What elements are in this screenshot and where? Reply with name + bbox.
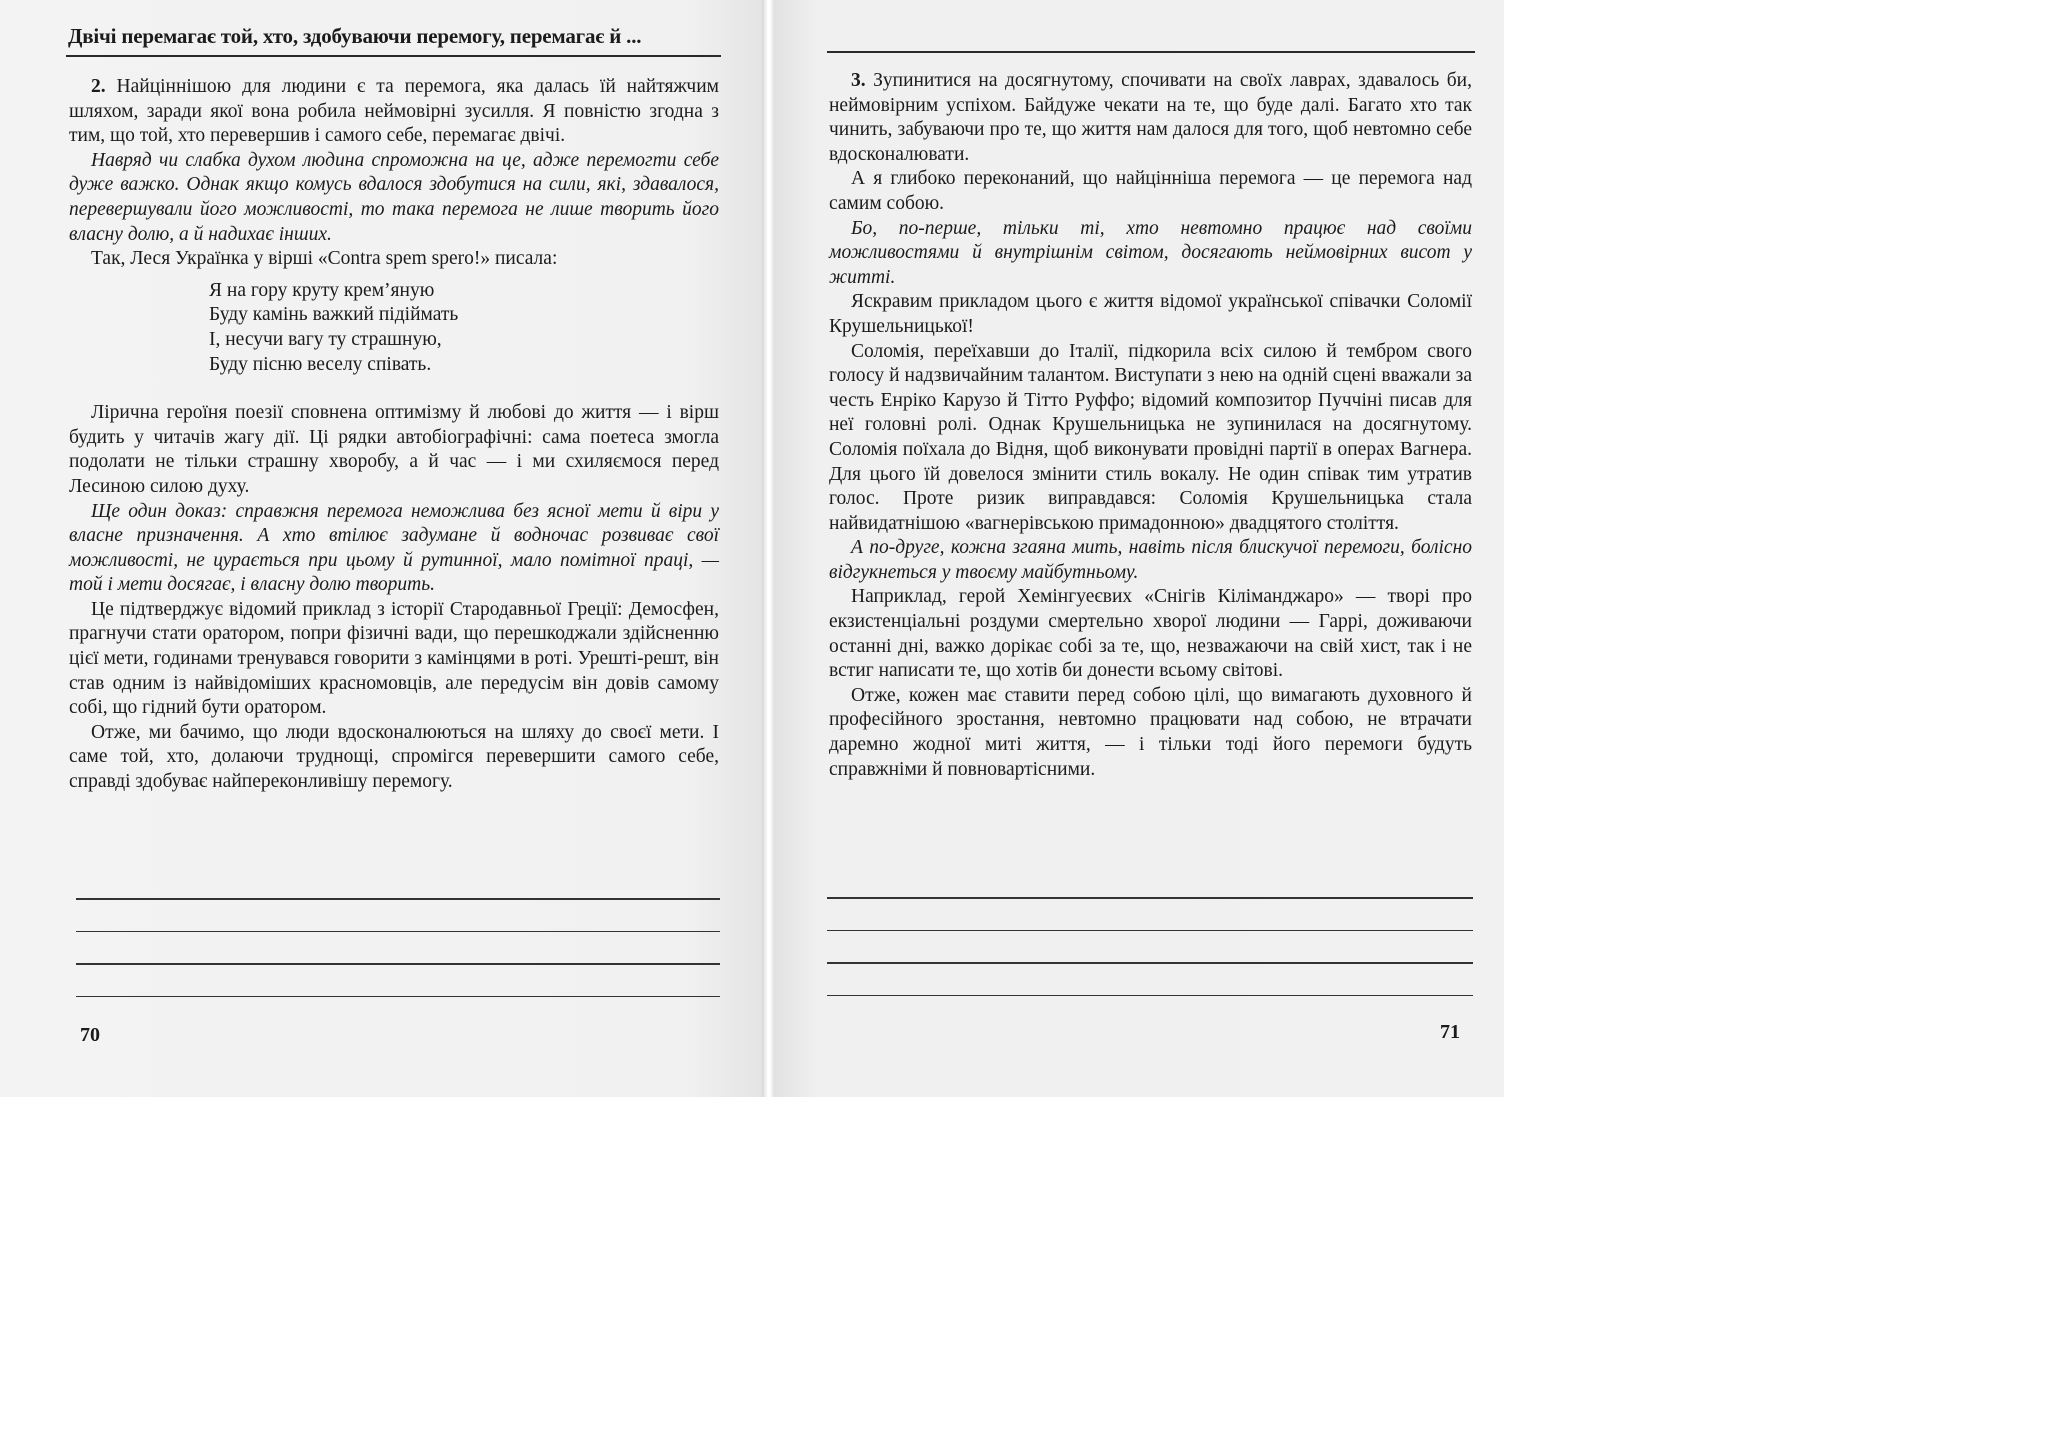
writing-line [76, 963, 720, 965]
writing-line [76, 898, 720, 900]
paragraph: Соломія, переїхавши до Італії, підкорила всіх силою й тембром свого голосу й надзвичайним талантом. Виступати з нею на одній сцені вважали за честь Енріко Карузо й Тітто Руффо; відомий композитор Пуччіні писав для неї головні ролі. Однак Крушельницька не зупинилася на досягнутому. Соломія поїхала до Відня, щоб виконувати провідні партії в операх Вагнера. Для цього їй довелося змінити стиль вокалу. Не один співак тим утратив голос. Проте ризик виправдався: Соломія Крушельницька стала найвидатнішою «вагнерівською примадонною» двадцятого століття. [829, 340, 1472, 534]
argument-paragraph: А по-друге, кожна згаяна мить, навіть після блискучої перемоги, болісно відгукнеться у твоєму майбутньому. [829, 537, 1472, 583]
paragraph: Отже, ми бачимо, що люди вдосконалюються на шляху до своєї мети. І саме той, хто, долаючи труднощі, спромігся перевершити самого себе, справді здобуває найпереконливішу перемогу. [69, 721, 719, 793]
paragraph: А я глибоко переконаний, що найцінніша перемога — це перемога над самим собою. [829, 168, 1472, 214]
section-number: 3. [851, 70, 866, 91]
essay-text-right [829, 69, 1472, 782]
essay-text-left [69, 75, 719, 795]
section-number: 2. [91, 76, 106, 97]
writing-lines [76, 898, 720, 1028]
paragraph: Наприклад, герой Хемінгуеєвих «Снігів Кіліманджаро» — творі про екзистенціальні роздуми смертельно хворої людини — Гаррі, доживаючи останні дні, важко дорікає собі за те, що, незважаючи на свій хист, так і не встиг написати те, що хотів би донести всьому світові. [829, 586, 1472, 682]
paragraph: Отже, кожен має ставити перед собою цілі, що вимагають духовного й професійного зростання, невтомно працювати над собою, не втрачати даремно жодної миті життя, — і тільки тоді його перемоги будуть справжніми й повновартісними. [829, 684, 1472, 780]
header-rule [66, 55, 721, 57]
writing-lines [827, 897, 1473, 1027]
paragraph-text: Зупинитися на досягнутому, спочивати на своїх лаврах, здавалось би, неймовірним успіхом. Байдуже чекати на те, що буде далі. Багато хто так чинить, забуваючи про те, що життя нам далося для того, щоб невтомно себе вдосконалювати. [829, 70, 1472, 165]
paragraph: Лірична героїня поезії сповнена оптимізму й любові до життя — і вірш будить у читачів жагу дії. Ці рядки автобіографічні: сама поетеса змогла подолати не тільки страшну хворобу, а й час — і ми схиляємося перед Лесиною силою духу. [69, 402, 719, 497]
paragraph: Яскравим прикладом цього є життя відомої української співачки Соломії Крушельницької! [829, 291, 1472, 337]
paragraph: Це підтверджує відомий приклад з історії Стародавньої Греції: Демосфен, прагнучи стати оратором, попри фізичні вади, що перешкоджали здійсненню цієї мети, годинами тренувався говорити з камінцями в роті. Урешті-решт, він став одним із найвідоміших красномовців, але передусім він довів самому собі, що гідний бути оратором. [69, 598, 719, 719]
paragraph [829, 69, 1472, 167]
writing-line [827, 897, 1473, 899]
running-head: Двічі перемагає той, хто, здобуваючи перемогу, перемагає й ... [68, 24, 642, 48]
left-page [0, 0, 762, 1097]
poem-quote [209, 279, 719, 377]
book-gutter [762, 0, 775, 1097]
right-page [775, 0, 1504, 1097]
writing-line [76, 996, 720, 998]
poem-line: І, несучи вагу ту страшную, [209, 328, 442, 350]
poem-line: Буду пісню веселу співать. [209, 353, 432, 375]
page-number: 71 [1440, 1021, 1460, 1043]
writing-line [827, 995, 1473, 997]
page-number: 70 [80, 1024, 100, 1046]
writing-line [827, 930, 1473, 932]
paragraph-text: Найціннішою для людини є та перемога, яка далась їй найтяжчим шляхом, заради якої вона робила неймовірні зусилля. Я повністю згодна з тим, що той, хто перевершив і самого себе, перемагає двічі. [69, 76, 720, 147]
writing-line [76, 931, 720, 933]
argument-paragraph: Бо, по-перше, тільки ті, хто невтомно працює над своїми можливостями й внутрішнім світом, досягають неймовірних висот у житті. [829, 217, 1472, 288]
poem-line: Буду камінь важкий підіймать [209, 304, 459, 326]
thesis-paragraph: Навряд чи слабка духом людина спроможна на це, адже перемогти себе дуже важко. Однак якщо комусь вдалося здобутися на сили, які, здавалося, перевершували його можливості, то така перемога не лише творить його власну долю, а й надихає інших. [69, 149, 719, 245]
thesis-paragraph: Ще один доказ: справжня перемога неможлива без ясної мети й віри у власне призначення. А хто втілює задумане й водночас розвиває свої можливості, не цурається при цьому й рутинної, мало помітної праці, — той і мети досягає, і власну долю творить. [69, 500, 719, 596]
writing-line [827, 962, 1473, 964]
header-rule [827, 51, 1475, 53]
paragraph [69, 75, 719, 149]
paragraph: Так, Леся Українка у вірші «Contra spem spero!» писала: [91, 248, 558, 270]
poem-line: Я на гору круту крем’яную [209, 279, 435, 301]
